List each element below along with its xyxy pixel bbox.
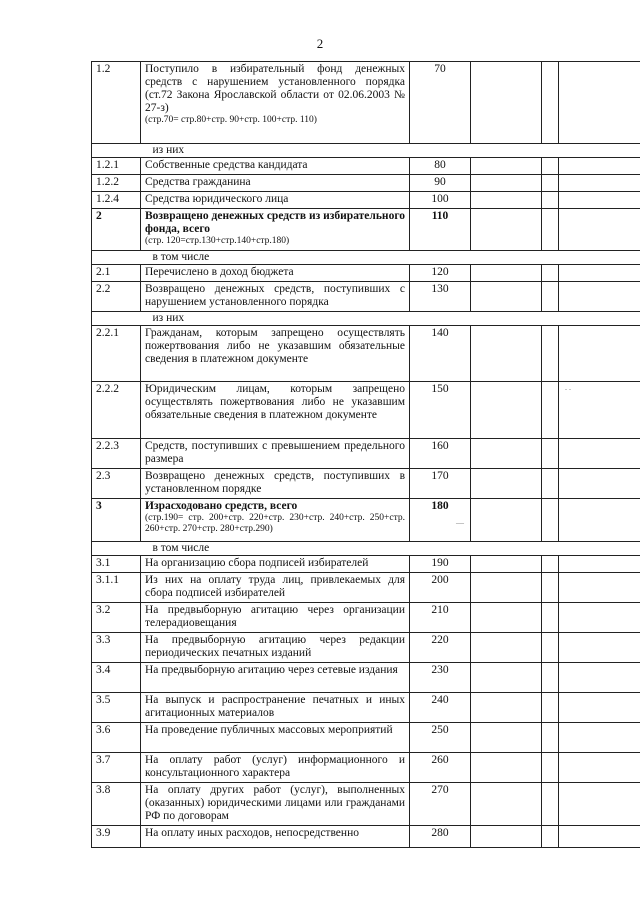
row-description [141,633,410,663]
notes-cell [559,158,640,175]
row-code: 160 [410,439,471,469]
table-row [92,783,640,826]
row-description [141,209,410,251]
amount-cell [471,663,542,693]
table-subheader-row [92,144,640,158]
row-description-text: На предвыборную агитацию через редакции периодических печатных изданий [145,634,405,659]
row-description [141,326,410,382]
notes-cell [559,573,640,603]
row-description [141,282,410,312]
table-subheader-row [92,312,640,326]
row-number: 3.7 [92,753,141,783]
row-description [141,158,410,175]
table-row [92,326,640,382]
row-code: 90 [410,175,471,192]
row-code: 200 [410,573,471,603]
row-code: 110 [410,209,471,251]
row-formula: (стр.70= стр.80+стр. 90+стр. 100+стр. 110) [145,115,317,125]
row-description-text: Возвращено денежных средств, поступивших с нарушением установленного порядка [145,283,405,308]
row-number: 1.2.1 [92,158,141,175]
row-code: 170 [410,469,471,499]
row-number: 3.1 [92,556,141,573]
notes-cell [559,693,640,723]
row-description [141,573,410,603]
spacer-cell [542,663,559,693]
row-code: 240 [410,693,471,723]
row-description [141,192,410,209]
row-description-text: Юридическим лицам, которым запрещено осуществлять пожертвования либо не указавшим обязательные сведения в платежном документе [145,383,405,421]
row-code: 180 [410,499,471,542]
amount-cell [471,175,542,192]
table-row [92,633,640,663]
row-code: 250 [410,723,471,753]
amount-cell [471,382,542,439]
row-number: 1.2.4 [92,192,141,209]
notes-cell [559,753,640,783]
row-number: 2.2.2 [92,382,141,439]
notes-cell [559,439,640,469]
row-formula: (стр. 120=стр.130+стр.140+стр.180) [145,236,290,246]
notes-cell [559,603,640,633]
amount-cell [471,439,542,469]
amount-cell [471,753,542,783]
row-description [141,175,410,192]
amount-cell [471,556,542,573]
row-number: 2.3 [92,469,141,499]
row-description-text: Перечислено в доход бюджета [145,266,294,278]
subheader-label: из них [141,312,640,326]
table-row [92,573,640,603]
row-description-text: На предвыборную агитацию через сетевые издания [145,664,398,676]
row-number: 3.2 [92,603,141,633]
row-description [141,826,410,848]
table-row [92,209,640,251]
row-description [141,62,410,144]
row-code: 280 [410,826,471,848]
spacer-cell [542,439,559,469]
row-description-text: Возвращено денежных средств из избирательного фонда, всего [145,210,405,235]
spacer-cell [542,158,559,175]
table-row [92,826,640,848]
spacer-cell [542,753,559,783]
amount-cell [471,158,542,175]
row-description [141,556,410,573]
spacer-cell [542,175,559,192]
table-row [92,158,640,175]
spacer-cell [542,826,559,848]
amount-cell [471,265,542,282]
subheader-label: из них [141,144,640,158]
row-description-text: Средств, поступивших с превышением предельного размера [145,440,405,465]
spacer-cell [542,265,559,282]
spacer-cell [542,192,559,209]
spacer-cell [542,469,559,499]
financial-report-table [91,61,640,848]
spacer-cell [542,62,559,144]
row-description [141,693,410,723]
row-number: 3.6 [92,723,141,753]
spacer-cell [542,723,559,753]
table-subheader-row [92,251,640,265]
notes-cell [559,723,640,753]
spacer-cell [542,209,559,251]
row-description-text: Средства юридического лица [145,193,289,205]
amount-cell [471,826,542,848]
spacer-cell [542,693,559,723]
row-code: 230 [410,663,471,693]
row-code: 270 [410,783,471,826]
amount-cell [471,192,542,209]
table-row [92,265,640,282]
row-number: 3.3 [92,633,141,663]
table-row [92,175,640,192]
row-description-text: На выпуск и распространение печатных и иных агитационных материалов [145,694,405,719]
row-code: 100 [410,192,471,209]
spacer-cell [542,783,559,826]
row-description [141,603,410,633]
amount-cell [471,499,542,542]
row-number: 3 [92,499,141,542]
row-description-text: На проведение публичных массовых мероприятий [145,724,393,736]
row-number: 2 [92,209,141,251]
spacer-cell [542,603,559,633]
amount-cell [471,633,542,663]
row-description-text: На оплату работ (услуг) информационного и консультационного характера [145,754,405,779]
notes-cell [559,282,640,312]
row-description [141,469,410,499]
row-code: 80 [410,158,471,175]
row-description [141,499,410,542]
row-code: 210 [410,603,471,633]
row-number: 1.2.2 [92,175,141,192]
row-number: 3.9 [92,826,141,848]
row-description-text: Поступило в избирательный фонд денежных средств с нарушением установленного порядка (ст.72 Закона Ярославской области от 02.06.2003 № 27-з) [145,63,405,114]
row-description [141,663,410,693]
notes-cell [559,826,640,848]
row-description-text: На организацию сбора подписей избирателей [145,557,369,569]
table-row [92,753,640,783]
row-number: 2.2.1 [92,326,141,382]
row-code: 260 [410,753,471,783]
notes-cell [559,499,640,542]
table-row [92,603,640,633]
table-row [92,663,640,693]
row-description [141,382,410,439]
scan-artifact: — [456,518,464,527]
table-row [92,439,640,469]
empty-cell [92,144,141,158]
row-description-text: Средства гражданина [145,176,251,188]
notes-cell [559,783,640,826]
row-code: 120 [410,265,471,282]
amount-cell [471,62,542,144]
notes-cell [559,175,640,192]
row-number: 3.1.1 [92,573,141,603]
row-description-text: На оплату иных расходов, непосредственно [145,827,359,839]
table-row [92,382,640,439]
notes-cell [559,192,640,209]
notes-cell [559,326,640,382]
row-number: 3.4 [92,663,141,693]
row-number: 2.2 [92,282,141,312]
row-description [141,753,410,783]
amount-cell [471,209,542,251]
table-row [92,469,640,499]
row-formula: (стр.190= стр. 200+стр. 220+стр. 230+стр. 240+стр. 250+стр. 260+стр. 270+стр. 280+стр.290) [145,513,405,534]
row-number: 2.2.3 [92,439,141,469]
row-description [141,723,410,753]
row-description-text: Израсходовано средств, всего [145,500,298,512]
row-code: 70 [410,62,471,144]
amount-cell [471,573,542,603]
subheader-label: в том числе [141,251,640,265]
row-number: 2.1 [92,265,141,282]
spacer-cell [542,282,559,312]
amount-cell [471,693,542,723]
table-subheader-row [92,542,640,556]
notes-cell [559,62,640,144]
notes-cell [559,469,640,499]
spacer-cell [542,499,559,542]
spacer-cell [542,556,559,573]
amount-cell [471,603,542,633]
table-row [92,62,640,144]
table-row [92,723,640,753]
row-description-text: Гражданам, которым запрещено осуществлять пожертвования либо не указавшим обязательные сведения в платежном документе [145,327,405,365]
notes-cell [559,633,640,663]
row-description [141,265,410,282]
report-table-body [92,62,640,848]
spacer-cell [542,382,559,439]
row-code: 130 [410,282,471,312]
amount-cell [471,282,542,312]
row-number: 1.2 [92,62,141,144]
row-description [141,439,410,469]
notes-cell [559,265,640,282]
row-number: 3.5 [92,693,141,723]
amount-cell [471,469,542,499]
amount-cell [471,326,542,382]
table-row [92,282,640,312]
row-code: 140 [410,326,471,382]
empty-cell [92,542,141,556]
scan-artifact: . . [565,383,571,392]
row-description-text: Собственные средства кандидата [145,159,308,171]
row-description-text: На оплату других работ (услуг), выполненных (оказанных) юридическими лицами или гражданами РФ по договорам [145,784,405,822]
row-description-text: Из них на оплату труда лиц, привлекаемых для сбора подписей избирателей [145,574,405,599]
notes-cell [559,209,640,251]
subheader-label: в том числе [141,542,640,556]
row-code: 220 [410,633,471,663]
notes-cell [559,556,640,573]
page-number: 2 [316,36,324,51]
amount-cell [471,783,542,826]
row-description [141,783,410,826]
table-row [92,499,640,542]
spacer-cell [542,326,559,382]
table-row [92,192,640,209]
row-code: 190 [410,556,471,573]
spacer-cell [542,633,559,663]
table-row [92,556,640,573]
row-code: 150 [410,382,471,439]
empty-cell [92,312,141,326]
notes-cell [559,663,640,693]
spacer-cell [542,573,559,603]
row-description-text: Возвращено денежных средств, поступивших в установленном порядке [145,470,405,495]
amount-cell [471,723,542,753]
row-description-text: На предвыборную агитацию через организации телерадиовещания [145,604,405,629]
empty-cell [92,251,141,265]
row-number: 3.8 [92,783,141,826]
table-row [92,693,640,723]
